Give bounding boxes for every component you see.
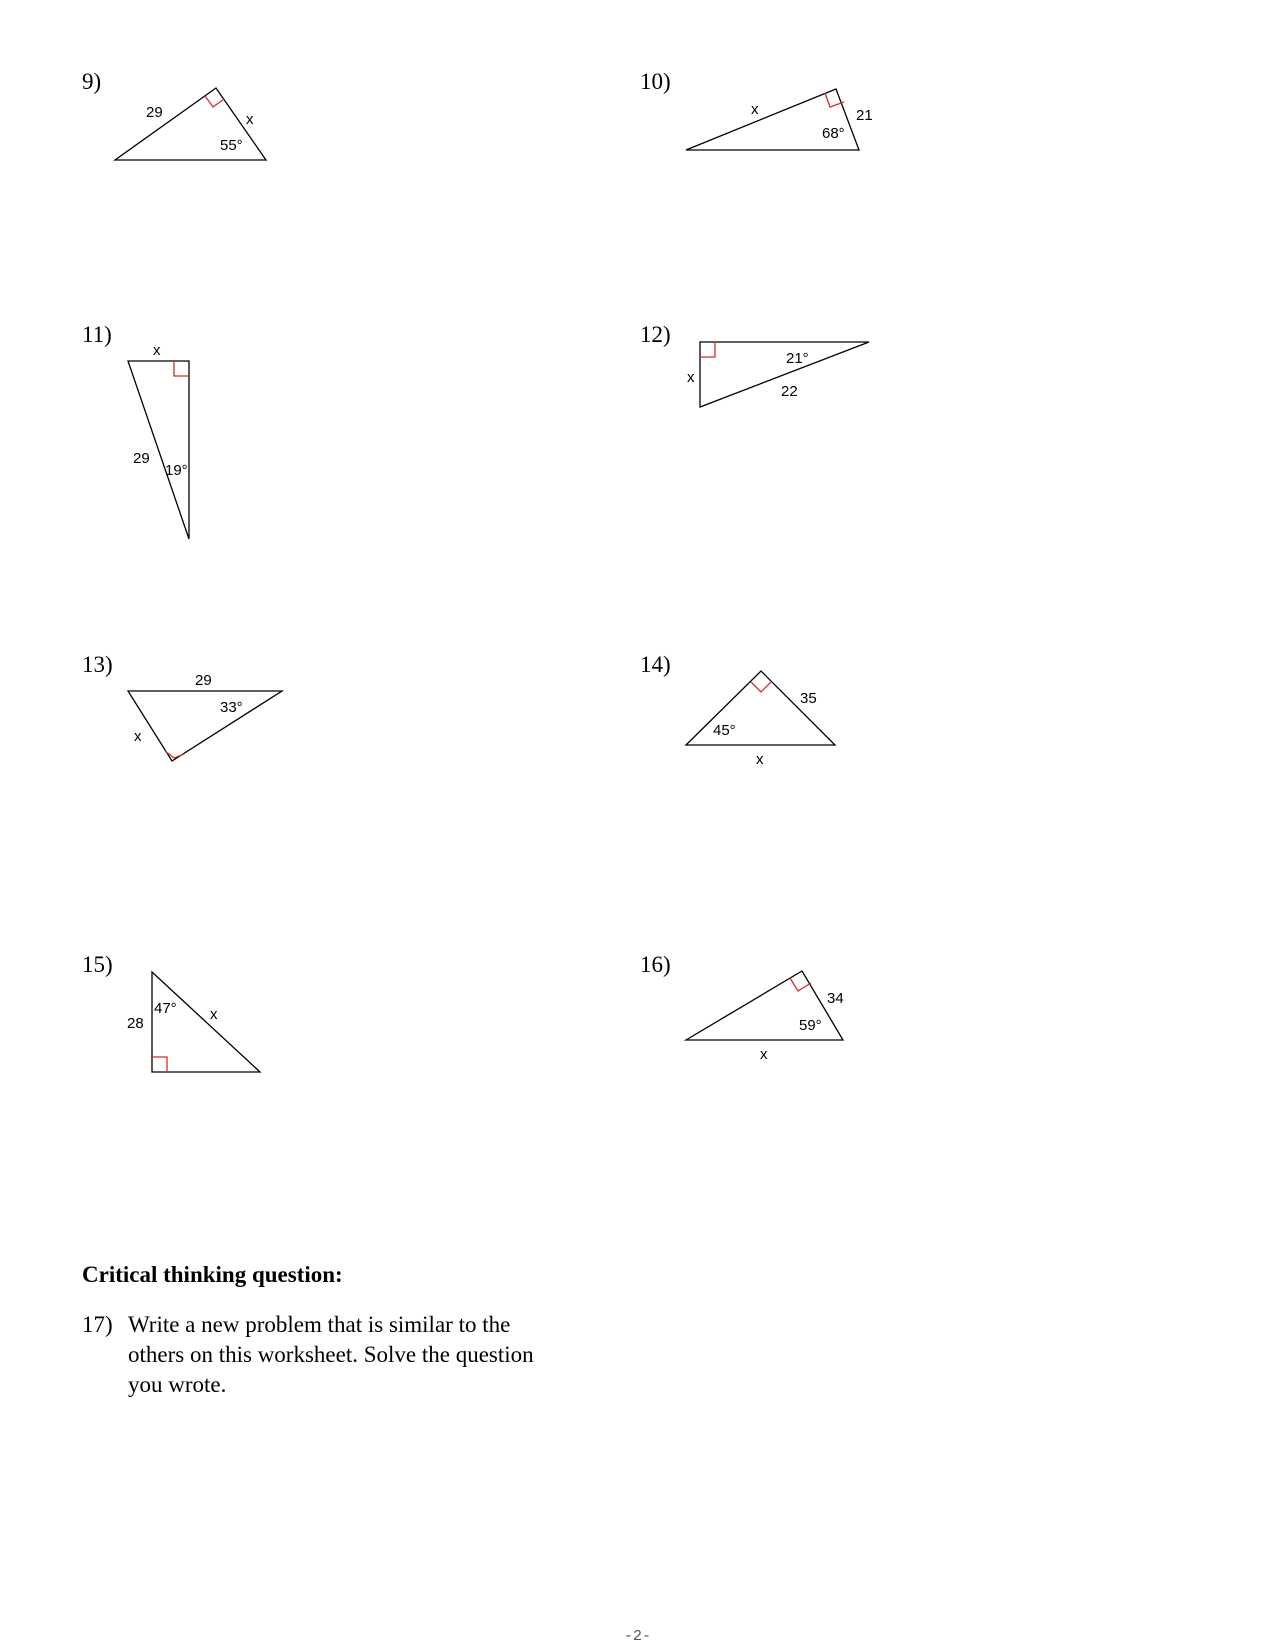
page-number: -2- [623, 1628, 651, 1645]
problem-number: 10) [640, 69, 671, 94]
problem-number: 15) [82, 952, 113, 977]
angle-label: 45° [713, 722, 736, 739]
problem-number: 16) [640, 952, 671, 977]
angle-label: 21° [786, 350, 809, 367]
side-label: 29 [195, 672, 212, 689]
side-label: x [246, 111, 254, 128]
angle-label: 19° [165, 462, 188, 479]
question-17-text: Write a new problem that is similar to the others on this worksheet. Solve the question you wrote. [128, 1312, 534, 1397]
problem-number: 12) [640, 322, 671, 347]
angle-label: 59° [799, 1017, 822, 1034]
side-label: 28 [127, 1015, 144, 1032]
side-label: 21 [856, 107, 873, 124]
angle-label: 68° [822, 125, 845, 142]
question-17-number: 17) [82, 1312, 113, 1337]
problem-number: 14) [640, 652, 671, 677]
problem-number: 13) [82, 652, 113, 677]
problem-number: 9) [82, 69, 102, 94]
angle-label: 55° [220, 137, 243, 154]
side-label: x [751, 101, 759, 118]
side-label: x [687, 369, 695, 386]
side-label: x [756, 751, 764, 768]
side-label: x [760, 1046, 768, 1063]
side-label: x [134, 728, 142, 745]
critical-thinking-heading: Critical thinking question: [82, 1262, 343, 1287]
side-label: 35 [800, 690, 817, 707]
side-label: 29 [133, 450, 150, 467]
side-label: x [153, 342, 161, 359]
side-label: 29 [146, 104, 163, 121]
side-label: 34 [827, 990, 844, 1007]
problem-number: 11) [82, 322, 112, 347]
angle-label: 33° [220, 699, 243, 716]
side-label: 22 [781, 383, 798, 400]
side-label: x [210, 1006, 218, 1023]
angle-label: 47° [154, 1000, 177, 1017]
